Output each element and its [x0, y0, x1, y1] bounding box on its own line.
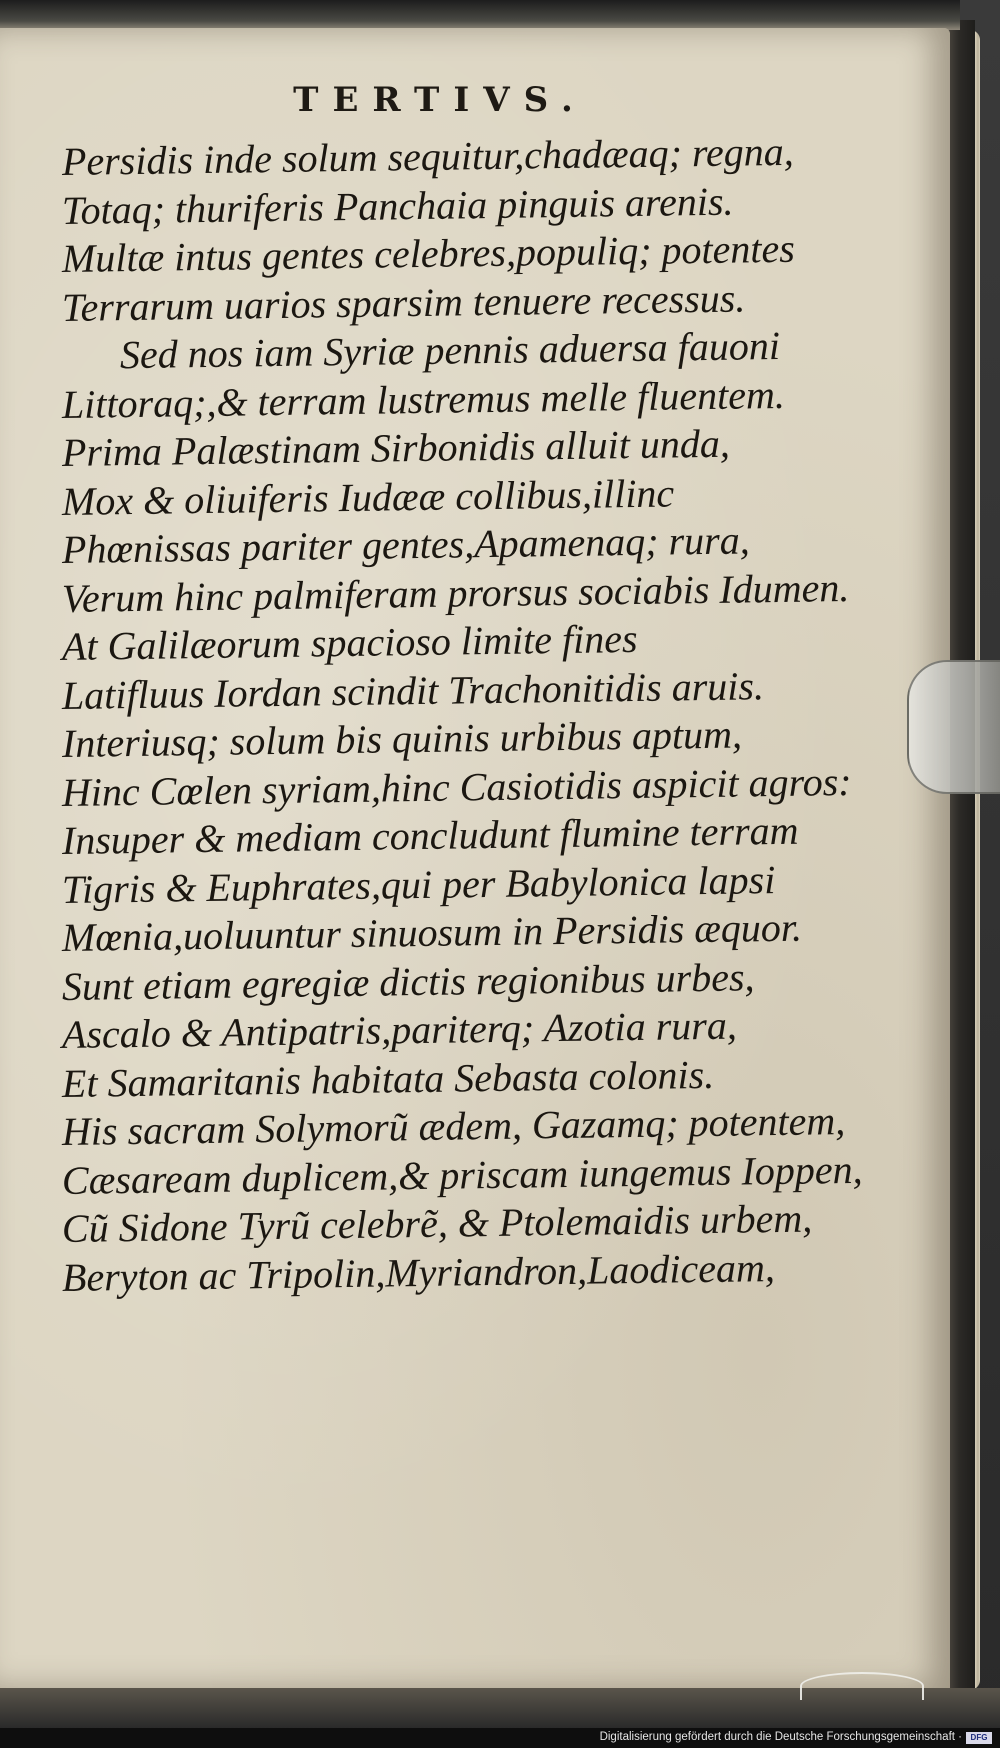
verse-line: Multæ intus gentes celebres,populiq; potentes: [61, 225, 796, 281]
verse-line: Persidis inde solum sequitur,chadæaq; regna,: [61, 128, 795, 184]
funding-credit: Digitalisierung gefördert durch die Deutsche Forschungsgemeinschaft ·: [599, 1731, 962, 1743]
verse-line: Insuper & mediam concludunt flumine terram: [61, 807, 799, 863]
running-head: TERTIVS.: [293, 80, 587, 120]
verse-line: Hinc Cœlen syriam,hinc Casiotidis aspicit agros:: [61, 758, 852, 815]
verse-block: [61, 128, 863, 1302]
verse-line: Cũ Sidone Tyrũ celebrẽ, & Ptolemaidis urbem,: [61, 1195, 813, 1251]
dfg-logo-icon: DFG: [966, 1732, 992, 1744]
verse-line: Sed nos iam Syriæ pennis aduersa fauoni: [119, 322, 781, 378]
verse-line: Ascalo & Antipatris,pariterq; Azotia rura,: [61, 1002, 738, 1057]
verse-line: Sunt etiam egregiæ dictis regionibus urbes,: [61, 953, 755, 1009]
verse-line: Beryton ac Tripolin,Myriandron,Laodiceam,: [61, 1244, 776, 1300]
page-clip-right: [907, 660, 1000, 794]
verse-line: His sacram Solymorũ ædem, Gazamq; potentem,: [61, 1098, 846, 1154]
verse-line: Prima Palæstinam Sirbonidis alluit unda,: [61, 420, 731, 475]
verse-line: Interiusq; solum bis quinis urbibus aptum,: [61, 711, 743, 766]
verse-line: Cæsaream duplicem,& priscam iungemus Ioppen,: [61, 1146, 863, 1203]
verse-line: Et Samaritanis habitata Sebasta colonis.: [61, 1051, 715, 1106]
verse-line: Mox & oliuiferis Iudææ collibus,illinc: [61, 469, 675, 524]
book-top-edge: [0, 0, 960, 30]
verse-line: Totaq; thuriferis Panchaia pinguis arenis.: [61, 178, 734, 233]
verse-line: Phœnissas pariter gentes,Apamenaq; rura,: [61, 517, 751, 572]
verse-line: Littoraq;,& terram lustremus melle fluentem.: [61, 371, 786, 427]
page-clip-bottom: [800, 1672, 924, 1700]
verse-line: Mœnia,uoluuntur sinuosum in Persidis æquor.: [61, 904, 803, 960]
verse-line: Terrarum uarios sparsim tenuere recessus.: [61, 274, 746, 330]
verse-line: Verum hinc palmiferam prorsus sociabis Idumen.: [61, 564, 850, 621]
verse-line: Latifluus Iordan scindit Trachonitidis aruis.: [61, 662, 765, 718]
verse-line: At Galilæorum spacioso limite fines: [61, 615, 638, 669]
verse-line: Tigris & Euphrates,qui per Babylonica lapsi: [61, 856, 776, 912]
